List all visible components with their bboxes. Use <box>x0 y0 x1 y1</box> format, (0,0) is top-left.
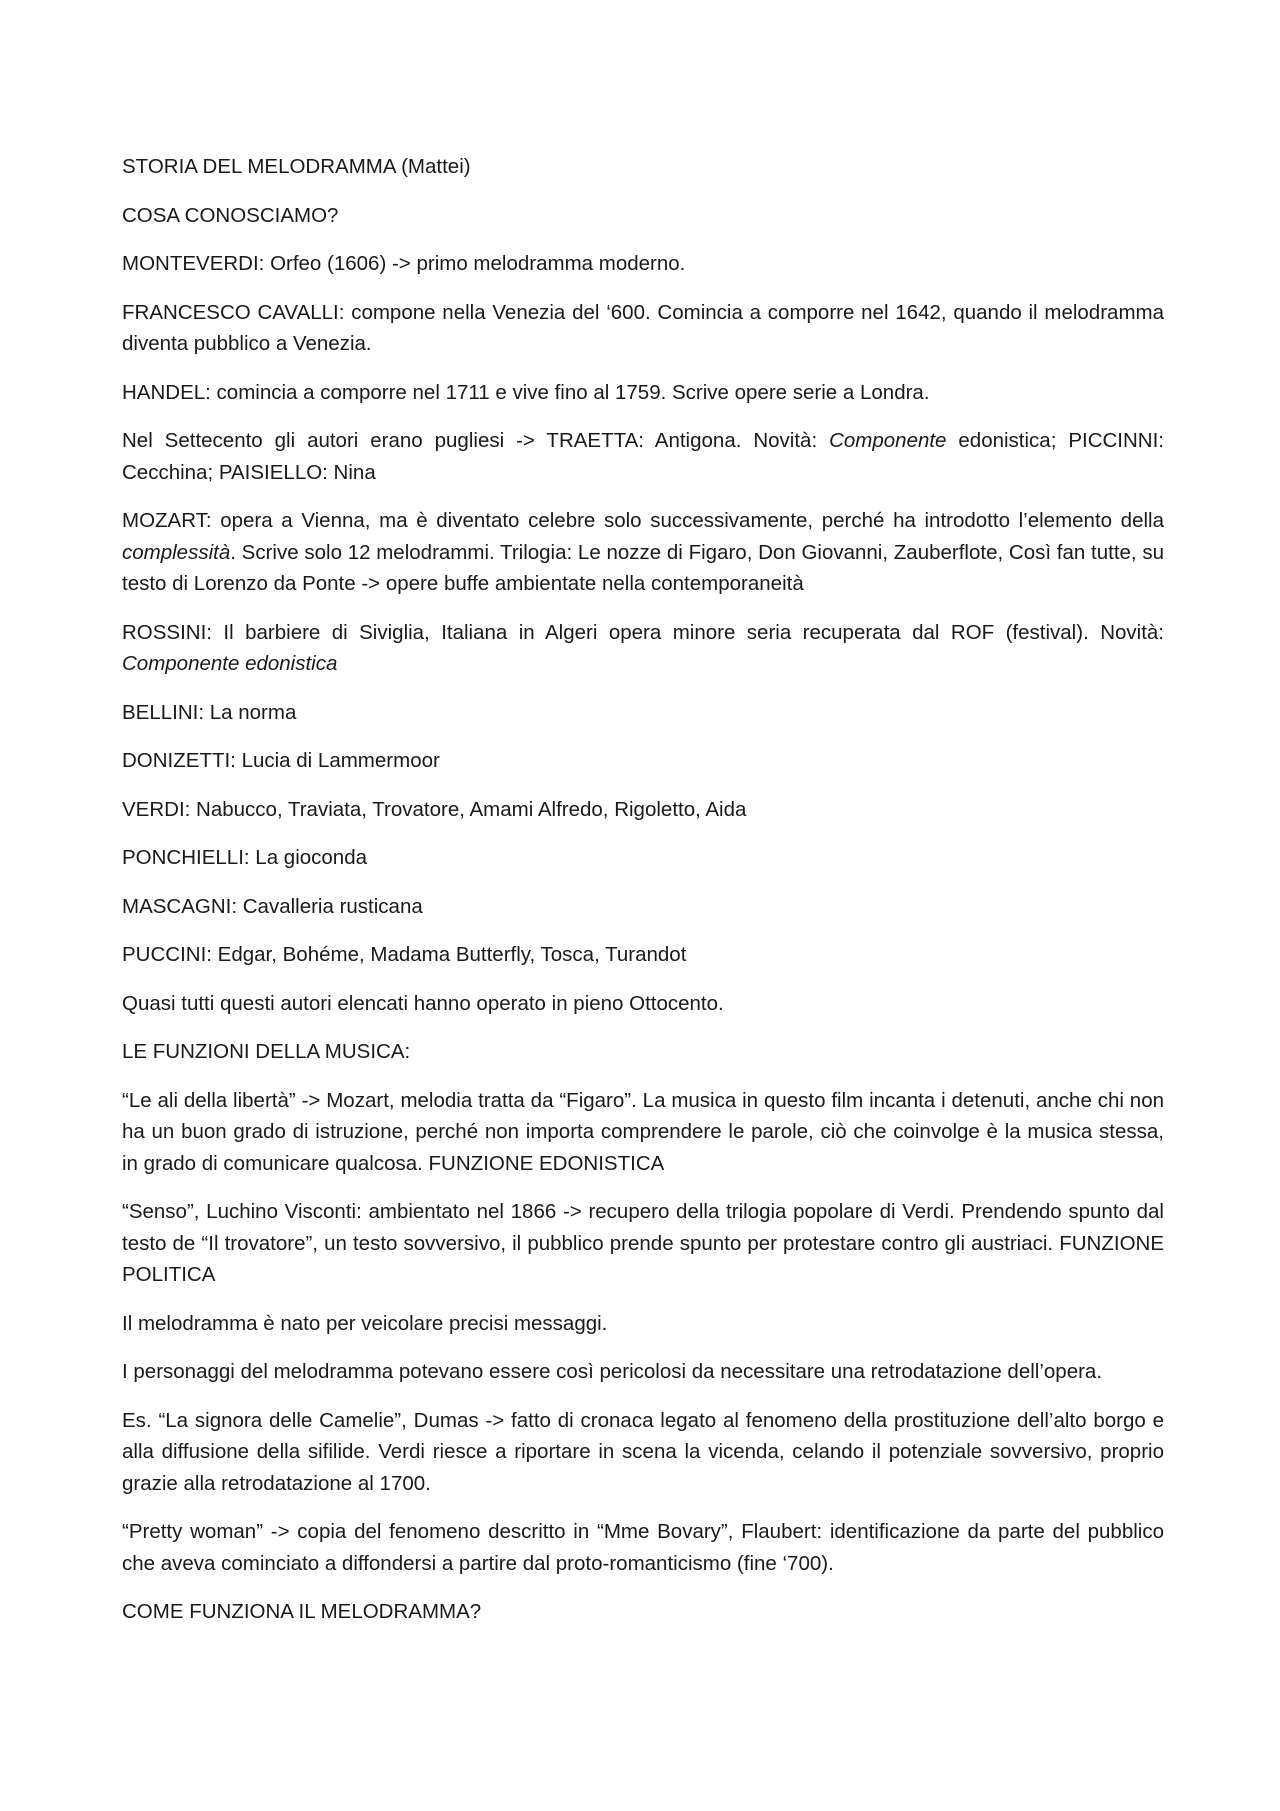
paragraph-settecento <box>122 425 1164 488</box>
paragraph-pretty-woman: “Pretty woman” -> copia del fenomeno descritto in “Mme Bovary”, Flaubert: identificazione da parte del pubblico che aveva cominciato a diffondersi a partire dal proto-romanticismo (fine ‘700). <box>122 1520 1164 1575</box>
paragraph-mascagni: MASCAGNI: Cavalleria rusticana <box>122 894 423 918</box>
paragraph-cavalli: FRANCESCO CAVALLI: compone nella Venezia del ‘600. Comincia a comporre nel 1642, quando il melodramma diventa pubblico a Venezia. <box>122 300 1164 355</box>
paragraph-camelie: Es. “La signora delle Camelie”, Dumas -> fatto di cronaca legato al fenomeno della prostituzione dell’alto borgo e alla diffusione della sifilide. Verdi riesce a riportare in scena la vicenda, celando il potenziale sovversivo, proprio grazie alla retrodatazione al 1700. <box>122 1408 1164 1495</box>
section-question: COSA CONOSCIAMO? <box>122 203 339 227</box>
emphasis-text: Componente <box>829 429 947 452</box>
section-heading-funzioni: LE FUNZIONI DELLA MUSICA: <box>122 1040 411 1063</box>
paragraph-bellini: BELLINI: La norma <box>122 700 297 724</box>
paragraph-messaggi: Il melodramma è nato per veicolare precisi messaggi. <box>122 1311 608 1335</box>
paragraph-personaggi: I personaggi del melodramma potevano essere così pericolosi da necessitare una retrodatazione dell’opera. <box>122 1360 1103 1383</box>
paragraph-ali-liberta: “Le ali della libertà” -> Mozart, melodia tratta da “Figaro”. La musica in questo film incanta i detenuti, anche chi non ha un buon grado di istruzione, perché non importa comprendere le parole, ciò che coinvolge è la musica stessa, in grado di comunicare qualcosa. FUNZIONE EDONISTICA <box>122 1088 1164 1175</box>
paragraph-ottocento: Quasi tutti questi autori elencati hanno operato in pieno Ottocento. <box>122 991 724 1015</box>
paragraph-monteverdi: MONTEVERDI: Orfeo (1606) -> primo melodramma moderno. <box>122 252 686 275</box>
paragraph-mozart <box>122 505 1164 600</box>
text-segment: edonistica; PICCINNI: Cecchina; PAISIELLO: Nina <box>122 429 1164 484</box>
paragraph-handel: HANDEL: comincia a comporre nel 1711 e vive fino al 1759. Scrive opere serie a Londra. <box>122 380 930 404</box>
document-title: STORIA DEL MELODRAMMA (Mattei) <box>122 155 471 178</box>
text-segment: MOZART: opera a Vienna, ma è diventato celebre solo successivamente, perché ha introdotto l’elemento della <box>122 509 1164 532</box>
text-segment: ROSSINI: Il barbiere di Siviglia, Italiana in Algeri opera minore seria recuperata dal ROF (festival). Novità: <box>122 620 1164 644</box>
text-segment: Nel Settecento gli autori erano pugliesi -> TRAETTA: Antigona. Novità: <box>122 429 830 452</box>
emphasis-text: Componente edonistica <box>122 652 338 675</box>
paragraph-senso: “Senso”, Luchino Visconti: ambientato nel 1866 -> recupero della trilogia popolare di Verdi. Prendendo spunto dal testo de “Il trovatore”, un testo sovversivo, il pubblico prende spunto per protestare contro gli austriaci. FUNZIONE POLITICA <box>122 1200 1164 1286</box>
text-segment: . Scrive solo 12 melodrammi. Trilogia: Le nozze di Figaro, Don Giovanni, Zauberflote, Così fan tutte, su testo di Lorenzo da Ponte -> opere buffe ambientate nella contemporaneità <box>122 540 1164 595</box>
paragraph-rossini <box>122 617 1164 680</box>
paragraph-verdi: VERDI: Nabucco, Traviata, Trovatore, Amami Alfredo, Rigoletto, Aida <box>122 797 747 821</box>
paragraph-puccini: PUCCINI: Edgar, Bohéme, Madama Butterfly, Tosca, Turandot <box>122 943 687 966</box>
paragraph-ponchielli: PONCHIELLI: La gioconda <box>122 846 367 869</box>
paragraph-donizetti: DONIZETTI: Lucia di Lammermoor <box>122 749 440 772</box>
document-page <box>122 151 1164 1645</box>
emphasis-text: complessità <box>122 540 231 564</box>
section-heading-come-funziona: COME FUNZIONA IL MELODRAMMA? <box>122 1600 482 1623</box>
